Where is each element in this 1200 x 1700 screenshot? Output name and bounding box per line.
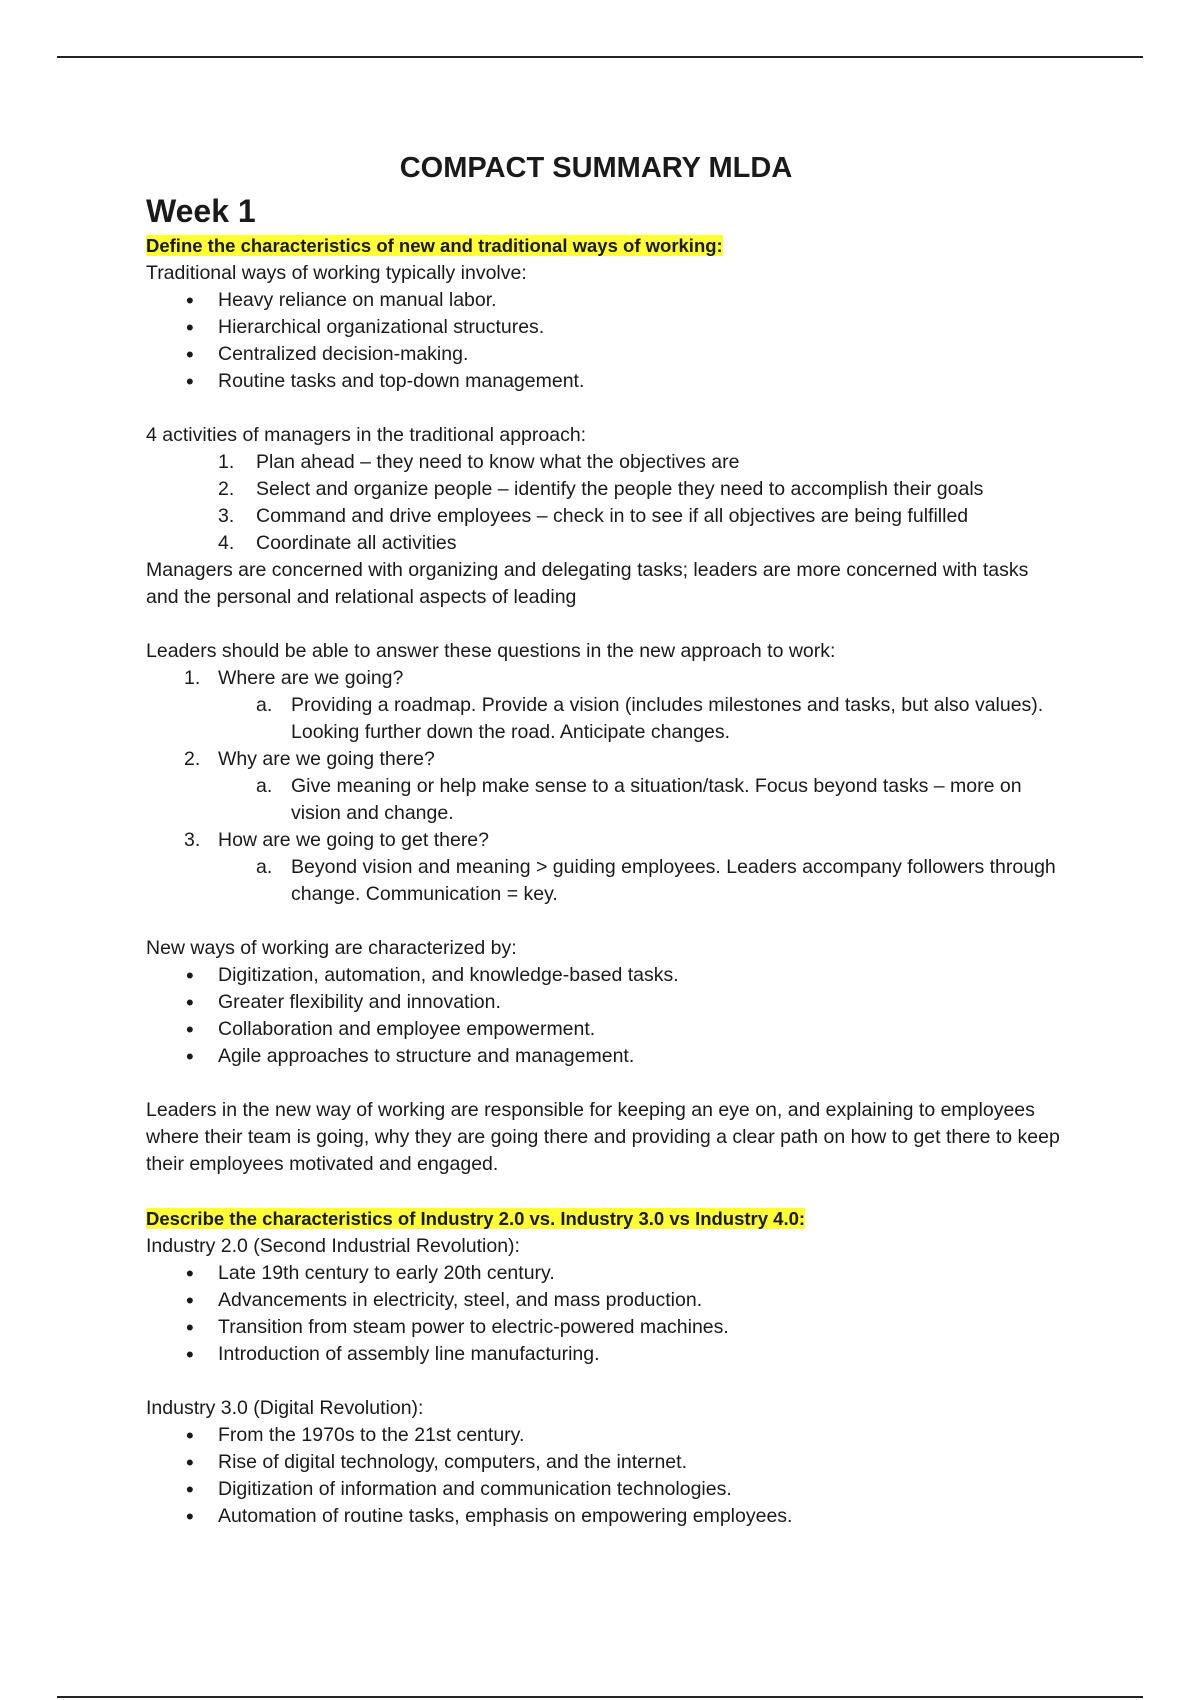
- list-item: 3. How are we going to get there? a. Beyond vision and meaning > guiding employees. Leaders accompany followers through change. Communication = key.: [146, 827, 1066, 908]
- list-item: • Rise of digital technology, computers, and the internet.: [146, 1449, 1066, 1476]
- list-item: 3. Command and drive employees – check in to see if all objectives are being fulfilled: [218, 505, 969, 527]
- questions-list: [146, 665, 1066, 908]
- document-body: [146, 148, 1066, 1530]
- list-item: • Transition from steam power to electric-powered machines.: [146, 1314, 1066, 1341]
- sub-list-item: a. Give meaning or help make sense to a situation/task. Focus beyond tasks – more on vision and change.: [256, 775, 1022, 824]
- bottom-rule: [57, 1696, 1143, 1698]
- list-item: • Routine tasks and top-down management.: [146, 368, 1066, 395]
- section-heading-industry: Describe the characteristics of Industry 2.0 vs. Industry 3.0 vs Industry 4.0:: [146, 1208, 806, 1229]
- list-item: • Digitization of information and communication technologies.: [146, 1476, 1066, 1503]
- list-item: • Hierarchical organizational structures.: [146, 314, 1066, 341]
- list-item: 1. Plan ahead – they need to know what the objectives are: [218, 451, 740, 473]
- document-title: COMPACT SUMMARY MLDA: [399, 152, 793, 184]
- section-heading-ways-of-working: Define the characteristics of new and traditional ways of working:: [146, 235, 723, 256]
- leaders-intro: Leaders should be able to answer these questions in the new approach to work:: [146, 640, 836, 662]
- industry2-list: [146, 1260, 1066, 1368]
- list-item: • Greater flexibility and innovation.: [146, 989, 1066, 1016]
- industry3-list: [146, 1422, 1066, 1530]
- new-ways-intro: New ways of working are characterized by:: [146, 937, 517, 959]
- list-item: 1. Where are we going? a. Providing a roadmap. Provide a vision (includes milestones and tasks, but also values). Looking further down the road. Anticipate changes.: [146, 665, 1066, 746]
- activities-list: [146, 449, 1066, 557]
- list-item: • Late 19th century to early 20th century.: [146, 1260, 1066, 1287]
- list-item: • From the 1970s to the 21st century.: [146, 1422, 1066, 1449]
- new-ways-list: [146, 962, 1066, 1070]
- list-item: • Advancements in electricity, steel, and mass production.: [146, 1287, 1066, 1314]
- leaders-paragraph: Leaders in the new way of working are responsible for keeping an eye on, and explaining to employees where their team is going, why they are going there and providing a clear path on how to get there to keep their employees motivated and engaged.: [146, 1099, 1060, 1175]
- list-item: • Heavy reliance on manual labor.: [146, 287, 1066, 314]
- top-rule: [57, 56, 1143, 58]
- list-item: • Agile approaches to structure and management.: [146, 1043, 1066, 1070]
- sub-list-item: a. Beyond vision and meaning > guiding employees. Leaders accompany followers through change. Communication = key.: [256, 856, 1056, 905]
- sub-list-item: a. Providing a roadmap. Provide a vision (includes milestones and tasks, but also values). Looking further down the road. Anticipate changes.: [256, 694, 1044, 743]
- industry3-intro: Industry 3.0 (Digital Revolution):: [146, 1397, 424, 1419]
- managers-paragraph: Managers are concerned with organizing and delegating tasks; leaders are more concerned with tasks and the personal and relational aspects of leading: [146, 559, 1029, 608]
- traditional-list: [146, 287, 1066, 395]
- traditional-intro: Traditional ways of working typically involve:: [146, 262, 527, 284]
- list-item: • Collaboration and employee empowerment.: [146, 1016, 1066, 1043]
- list-item: 2. Select and organize people – identify the people they need to accomplish their goals: [218, 478, 984, 500]
- activities-intro: 4 activities of managers in the traditional approach:: [146, 424, 587, 446]
- list-item: 4. Coordinate all activities: [218, 532, 457, 554]
- list-item: • Centralized decision-making.: [146, 341, 1066, 368]
- industry2-intro: Industry 2.0 (Second Industrial Revolution):: [146, 1235, 520, 1257]
- list-item: • Introduction of assembly line manufacturing.: [146, 1341, 1066, 1368]
- list-item: 2. Why are we going there? a. Give meaning or help make sense to a situation/task. Focus beyond tasks – more on vision and change.: [146, 746, 1066, 827]
- week-heading: Week 1: [146, 193, 256, 229]
- list-item: • Digitization, automation, and knowledge-based tasks.: [146, 962, 1066, 989]
- list-item: • Automation of routine tasks, emphasis on empowering employees.: [146, 1503, 1066, 1530]
